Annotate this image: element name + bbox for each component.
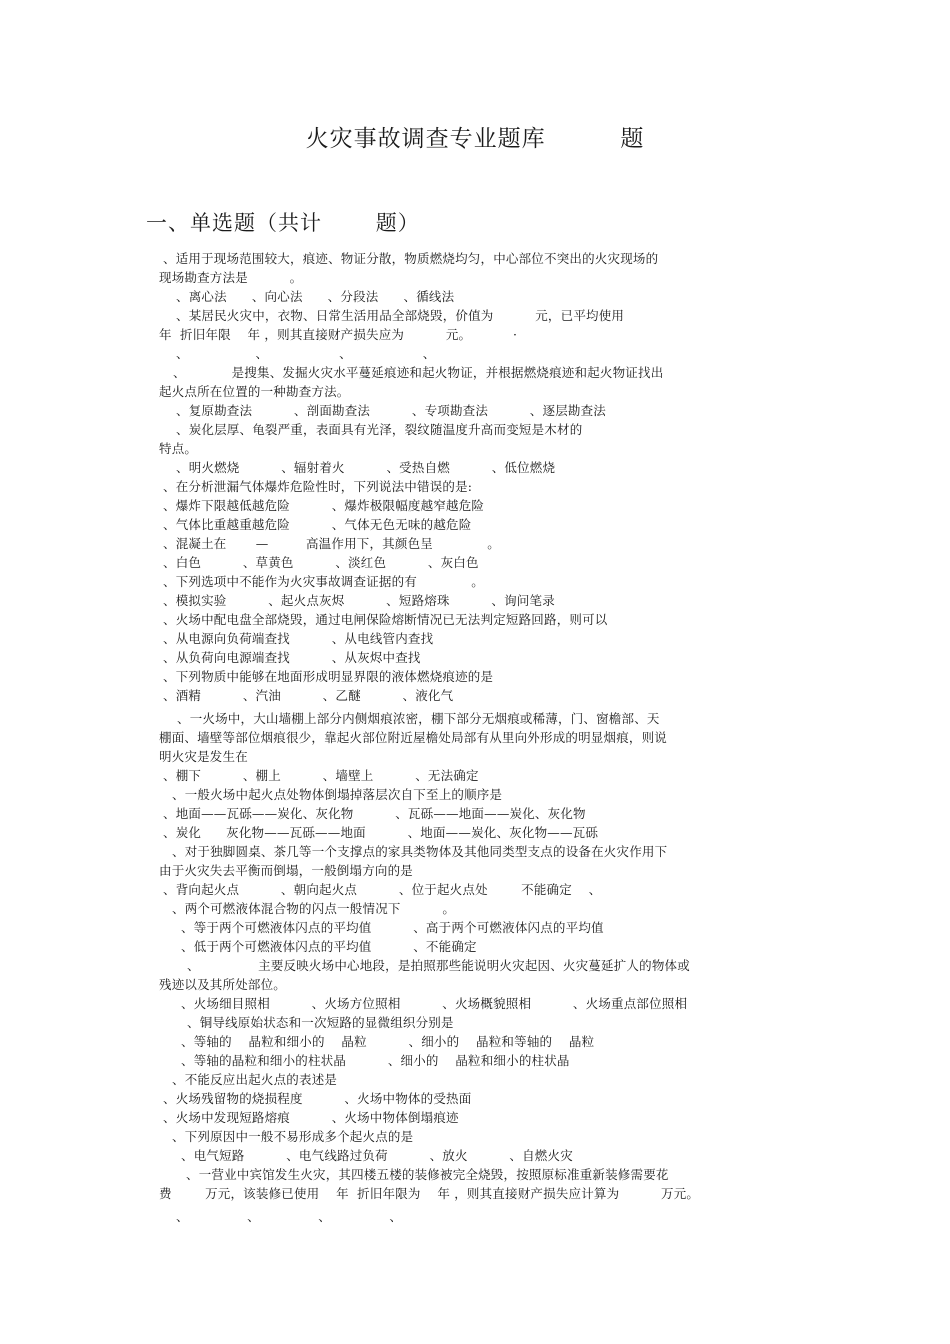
text-line: 、一火场中，大山墙棚上部分内侧烟痕浓密，棚下部分无烟痕或稀薄，门、窗檐部、天	[177, 711, 660, 726]
text-line: 起火点所在位置的一种勘查方法。	[159, 384, 350, 399]
text-line: 、离心法 、向心法 、分段法 、循线法	[176, 289, 455, 304]
text-line: 、下列选项中不能作为火灾事故调查证据的有 。	[163, 574, 484, 589]
text-line: 、明火燃烧 、辐射着火 、受热自燃 、低位燃烧	[176, 460, 556, 475]
text-line: 、从电源向负荷端查找 、从电线管内查找	[163, 631, 434, 646]
text-line: 、两个可燃液体混合物的闪点一般情况下 。	[172, 901, 456, 916]
text-line: 、炭化层厚、龟裂严重，表面具有光泽，裂纹随温度升高而变短是木材的	[176, 422, 583, 437]
text-line: 、从负荷向电源端查找 、从灰烬中查找	[163, 650, 421, 665]
text-line: 年 折旧年限 年 ，则其直接财产损失应为 元。 ·	[159, 327, 518, 342]
text-line: 、 、 、 、	[176, 346, 436, 361]
text-line: 、气体比重越重越危险 、气体无色无味的越危险	[163, 517, 472, 532]
text-line: 、一营业中宾馆发生火灾，其四楼五楼的装修被完全烧毁，按照原标准重新装修需要花	[186, 1167, 669, 1182]
text-line: 、炭化 灰化物——瓦砾——地面 、地面——炭化、灰化物——瓦砾	[163, 825, 599, 840]
text-line: 、白色 、草黄色 、淡红色 、灰白色	[163, 555, 479, 570]
document-title: 火灾事故调查专业题库 题	[305, 126, 645, 152]
text-line: 、适用于现场范围较大，痕迹、物证分散，物质燃烧均匀，中心部位不突出的火灾现场的	[163, 251, 659, 266]
text-line: 、棚下 、棚上 、墙壁上 、无法确定	[163, 768, 479, 783]
text-line: 由于火灾失去平衡而倒塌，一般倒塌方向的是	[159, 863, 414, 878]
text-line: 、铜导线原始状态和一次短路的显微组织分别是	[187, 1015, 454, 1030]
text-line: 、背向起火点 、朝向起火点 、位于起火点处 不能确定 、	[163, 882, 602, 897]
text-line: 特点。	[159, 441, 198, 456]
text-line: 、某居民火灾中，衣物、日常生活用品全部烧毁，价值为 元，已平均使用	[176, 308, 625, 323]
text-line: 、 主要反映火场中心地段，是拍照那些能说明火灾起因、火灾蔓延扩人的物体或	[187, 958, 690, 973]
text-line: 、地面——瓦砾——炭化、灰化物 、瓦砾——地面——炭化、灰化物	[163, 806, 586, 821]
text-line: 、火场细目照相 、火场方位照相 、火场概貌照相 、火场重点部位照相	[181, 996, 688, 1011]
text-line: 、酒精 、汽油 、乙醚 、液化气	[163, 688, 454, 703]
text-line: 、不能反应出起火点的表述是	[172, 1072, 338, 1087]
text-line: 现场勘查方法是 。	[159, 270, 303, 285]
text-line: 、下列原因中一般不易形成多个起火点的是	[172, 1129, 414, 1144]
text-line: 、火场中发现短路熔痕 、火场中物体倒塌痕迹	[163, 1110, 459, 1125]
text-line: 、 、 、 、	[176, 1209, 403, 1224]
text-line: 、电气短路 、电气线路过负荷 、放火 、自燃火灾	[181, 1148, 573, 1163]
text-line: 、模拟实验 、起火点灰烬 、短路熔珠 、询问笔录	[163, 593, 555, 608]
text-line: 、一般火场中起火点处物体倒塌掉落层次自下至上的顺序是	[172, 787, 503, 802]
text-line: 、火场中配电盘全部烧毁，通过电闸保险熔断情况已无法判定短路回路，则可以	[163, 612, 608, 627]
text-line: 、火场残留物的烧损程度 、火场中物体的受热面	[163, 1091, 472, 1106]
text-line: 、混凝土在 — 高温作用下，其颜色呈 。	[163, 536, 500, 551]
text-line: 、低于两个可燃液体闪点的平均值 、不能确定	[181, 939, 477, 954]
text-line: 、等于两个可燃液体闪点的平均值 、高于两个可燃液体闪点的平均值	[181, 920, 604, 935]
text-line: 明火灾是发生在	[159, 749, 248, 764]
text-line: 、爆炸下限越低越危险 、爆炸极限幅度越窄越危险	[163, 498, 485, 513]
text-line: 、等轴的晶粒和细小的柱状晶 、细小的 晶粒和细小的柱状晶	[181, 1053, 570, 1068]
text-line: 、复原勘查法 、剖面勘查法 、专项勘查法 、逐层勘查法	[176, 403, 607, 418]
text-line: 、 是搜集、发掘火灾水平蔓延痕迹和起火物证，并根据燃烧痕迹和起火物证找出	[173, 365, 664, 380]
text-line: 费 万元，该装修已使用 年 折旧年限为 年 ，则其直接财产损失应计算为 万元。	[159, 1186, 700, 1201]
text-line: 残迹以及其所处部位。	[159, 977, 287, 992]
text-line: 、对于独脚圆桌、茶几等一个支撑点的家具类物体及其他同类型支点的设备在火灾作用下	[172, 844, 668, 859]
section-heading: 一、单选题（共计 题）	[146, 211, 420, 235]
text-line: 、等轴的 晶粒和细小的 晶粒 、细小的 晶粒和等轴的 晶粒	[181, 1034, 595, 1049]
text-line: 、在分析泄漏气体爆炸危险性时，下列说法中错误的是:	[163, 479, 473, 494]
text-line: 、下列物质中能够在地面形成明显界限的液体燃烧痕迹的是	[163, 669, 494, 684]
text-line: 棚面、墙壁等部位烟痕很少，靠起火部位附近屋檐处局部有从里向外形成的明显烟痕，则说	[159, 730, 668, 745]
